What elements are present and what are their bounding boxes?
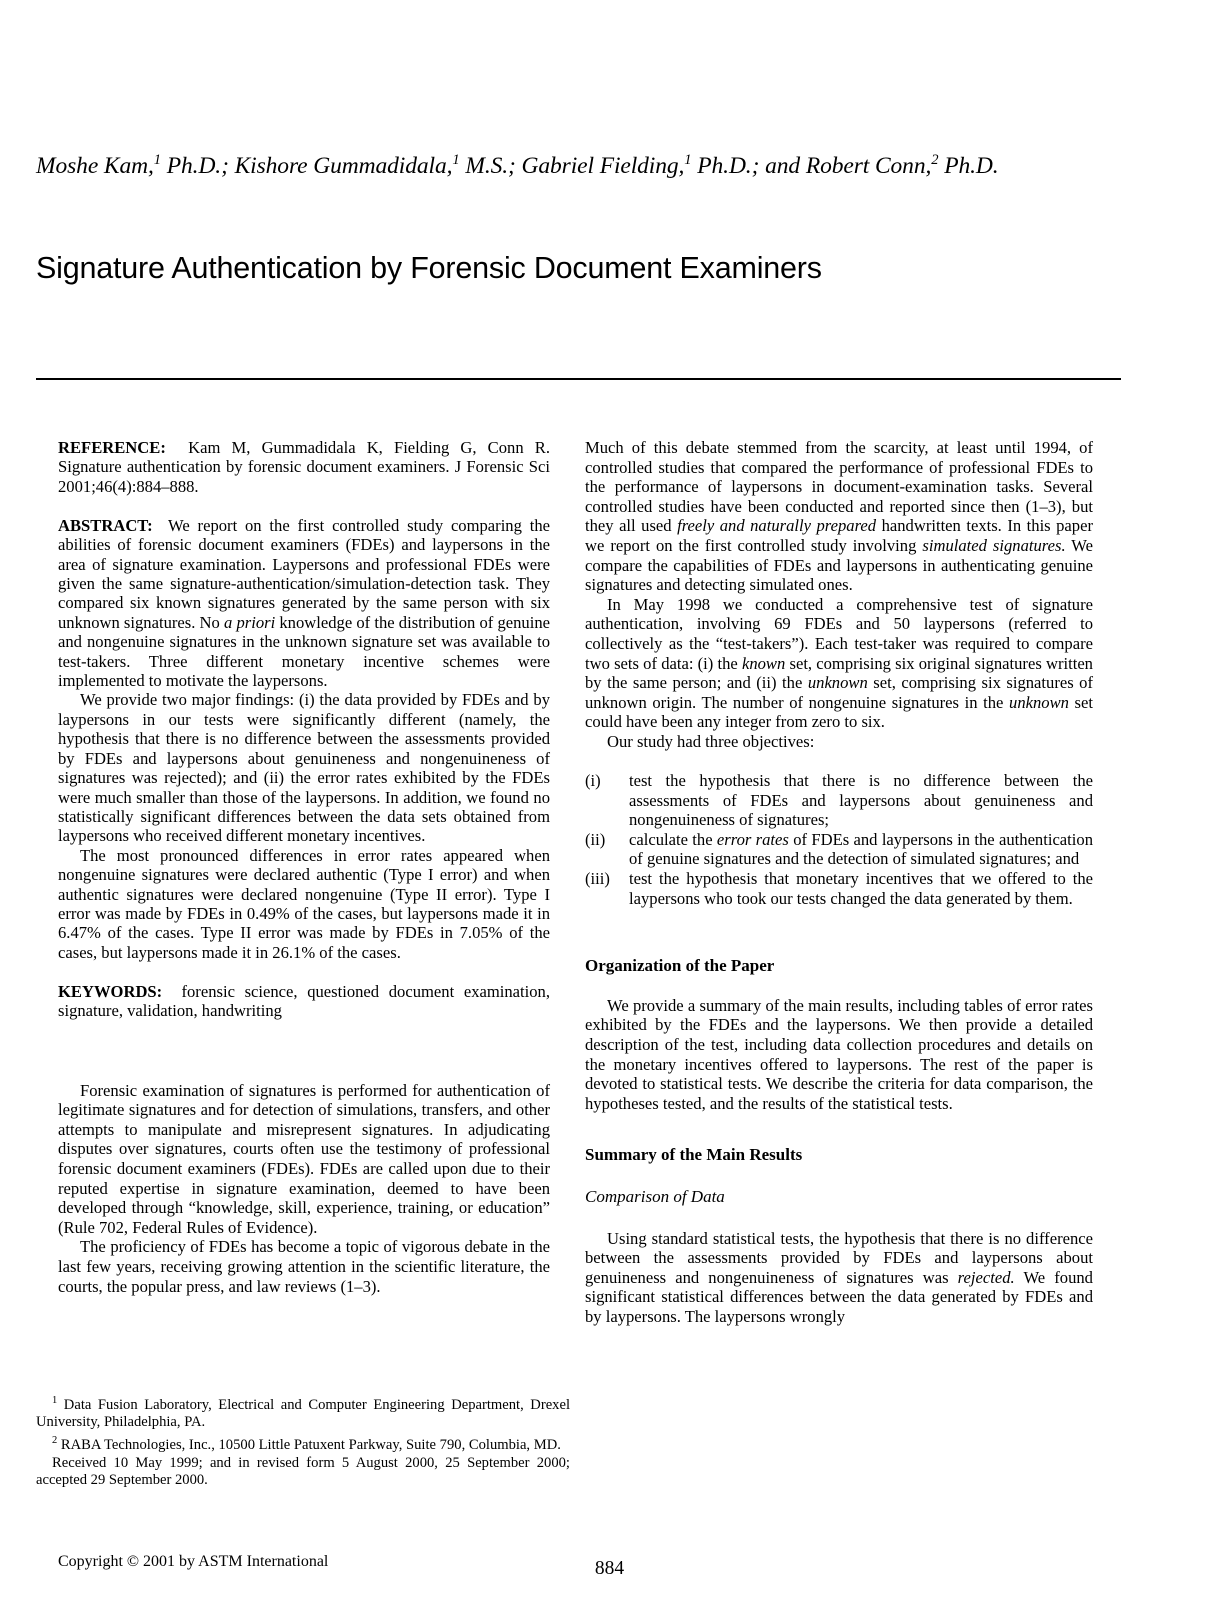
intro-p4-text-d: set could have been any integer from zero to six.: [585, 692, 1093, 732]
keywords-block: [58, 982, 550, 1021]
objective-marker-3: (iii): [585, 869, 610, 889]
intro-p4-italic-unknown-2: unknown: [1009, 692, 1069, 712]
right-column: [585, 438, 1093, 1327]
objectives-lead-in: Our study had three objectives:: [607, 731, 815, 751]
intro-p3-text-b: handwritten texts. In this paper we report on the first controlled study involving: [585, 516, 1093, 555]
author-3-degree: Ph.D.; and: [691, 152, 806, 179]
footnote-1: [36, 1392, 570, 1432]
copyright-notice: Copyright © 2001 by ASTM International: [58, 1553, 329, 1570]
section-heading-summary: Summary of the Main Results: [585, 1145, 803, 1165]
footnote-1-marker: 1: [52, 1395, 58, 1406]
intro-p4-text-b: set, comprising six original signatures written by the same person; and (ii) the: [585, 653, 1093, 693]
comparison-italic-rejected: rejected.: [957, 1267, 1015, 1287]
intro-p4-italic-known: known: [741, 653, 786, 673]
organization-paragraph-1: We provide a summary of the main results, including tables of error rates exhibited by the FDEs and the laypersons. We then provide a detailed description of the test, including data collection procedures and details on the monetary incentives offered to laypersons. The rest of the paper is devoted to statistical tests. We describe the criteria for data comparison, the hypotheses tested, and the results of the statistical tests.: [585, 995, 1093, 1113]
abstract-paragraph-2: We provide two major findings: (i) the data provided by FDEs and by laypersons in our tests were significantly different (namely, the hypothesis that there is no difference between the assessments provided by FDEs and laypersons about genuineness and nongenuineness of signatures was rejected); and (ii) the error rates exhibited by the FDEs were much smaller than those of the laypersons. In addition, we found no statistically significant differences between the data sets obtained from laypersons who received different monetary incentives.: [58, 690, 550, 846]
reference-block: [58, 438, 550, 496]
author-2-name: Kishore Gummadidala,: [234, 152, 453, 179]
footnotes-block: [36, 1392, 570, 1490]
left-column: [58, 438, 550, 1296]
comparison-text-a: Using standard statistical tests, the hypothesis that there is no difference between the assessments provided by FDEs and laypersons about genuineness and nongenuineness of signatures was: [585, 1228, 1093, 1287]
abstract-italic-a-priori: a priori: [224, 612, 276, 632]
objective-text-1: [629, 771, 1093, 830]
objective-item-3: [585, 869, 1093, 908]
comparison-paragraph-1: [585, 1229, 1093, 1327]
abstract-text-b: knowledge of the distribution of genuine and nongenuine signatures in the unknown signature set was available to test-takers. Three different monetary incentive schemes were implemented to motivate the laypersons.: [58, 612, 550, 691]
intro-p3-text-c: We compare the capabilities of FDEs and laypersons in authenticating genuine signatures and detecting simulated ones.: [585, 535, 1093, 595]
intro-p4-text-a: In May 1998 we conducted a comprehensive test of signature authentication, involving 69 FDEs and 50 laypersons (referred to collectively as the “test-takers”). Each test-taker was required to compare two sets of data: (i) the: [585, 594, 1093, 673]
objective-item-1: [585, 771, 1093, 830]
author-4-affiliation-marker: 2: [931, 152, 939, 168]
objective-text-3: [629, 869, 1093, 908]
footnote-2-text: RABA Technologies, Inc., 10500 Little Patuxent Parkway, Suite 790, Columbia, MD.: [57, 1436, 561, 1453]
objectives-list: [585, 771, 1093, 908]
keywords-text: forensic science, questioned document examination, signature, validation, handwriting: [58, 981, 550, 1021]
objective-3-text-a: test the hypothesis that monetary incentives that we offered to the laypersons who took our tests changed the data generated by them.: [629, 869, 1093, 908]
author-2-affiliation-marker: 1: [452, 152, 460, 168]
reference-label: REFERENCE:: [58, 438, 166, 457]
title-divider: [36, 378, 1121, 380]
abstract-label: ABSTRACT:: [58, 515, 153, 535]
objective-marker-1: (i): [585, 771, 601, 791]
objective-2-italic-error-rates: error rates: [716, 829, 789, 849]
objective-1-text-a: test the hypothesis that there is no difference between the assessments of FDEs and laypersons about genuineness and nongenuineness of signatures;: [629, 771, 1093, 830]
page-title: Signature Authentication by Forensic Document Examiners: [36, 251, 822, 286]
objective-item-2: [585, 830, 1093, 869]
intro-paragraph-1: Forensic examination of signatures is performed for authentication of legitimate signatures and for detection of simulations, transfers, and other attempts to manipulate and misrepresent signatures. In adjudicating disputes over signatures, courts often use the testimony of professional forensic document examiners (FDEs). FDEs are called upon due to their reputed expertise in signature examination, deemed to have been developed through “knowledge, skill, experience, training, or education” (Rule 702, Federal Rules of Evidence).: [58, 1080, 550, 1237]
intro-p3-italic-simulated-signatures: simulated signatures.: [922, 535, 1066, 555]
abstract-text-a: We report on the first controlled study comparing the abilities of forensic document examiners (FDEs) and laypersons in the area of signature examination. Laypersons and professional FDEs were given the same signature-authentication/simulation-detection task. They compared six known signatures generated by the same person with six unknown signatures. No: [58, 515, 550, 632]
intro-p3-italic-freely-prepared: freely and naturally prepared: [677, 516, 877, 536]
intro-p4-italic-unknown-1: unknown: [807, 673, 868, 693]
footnote-1-text: Data Fusion Laboratory, Electrical and Computer Engineering Department, Drexel University, Philadelphia, PA.: [36, 1396, 570, 1431]
authors-line: [36, 152, 1121, 180]
author-1-degree: Ph.D.;: [160, 152, 235, 179]
author-4-degree: Ph.D.: [938, 152, 999, 179]
objective-marker-2: (ii): [585, 829, 606, 849]
section-heading-organization: Organization of the Paper: [585, 956, 775, 976]
footnote-2-marker: 2: [52, 1435, 58, 1447]
objective-text-2: [629, 830, 1093, 869]
author-3-affiliation-marker: 1: [684, 152, 692, 168]
page-number: 884: [594, 1558, 625, 1579]
abstract-paragraph-3: The most pronounced differences in error rates appeared when nongenuine signatures were declared authentic (Type I error) and when authentic signatures were declared nongenuine (Type II error). Type I error was made by FDEs in 0.49% of the cases, but laypersons made it in 6.47% of the cases. Type II error was made by FDEs in 7.05% of the cases, but laypersons made it in 26.1% of the cases.: [58, 845, 550, 962]
intro-paragraph-4: [585, 595, 1093, 732]
objective-2-text-b: of FDEs and laypersons in the authentication of genuine signatures and the detection of simulated signatures; and: [629, 829, 1093, 869]
author-1-affiliation-marker: 1: [153, 152, 161, 168]
objective-2-text-a: calculate the: [629, 829, 717, 849]
intro-paragraph-2: The proficiency of FDEs has become a topic of vigorous debate in the last few years, receiving growing attention in the scientific literature, the courts, the popular press, and law reviews (1–3).: [58, 1237, 550, 1296]
footnote-3-received-dates: Received 10 May 1999; and in revised form 5 August 2000, 25 September 2000; accepted 29 September 2000.: [36, 1454, 570, 1489]
author-1-name: Moshe Kam,: [36, 152, 154, 179]
intro-p4-text-c: set, comprising six signatures of unknown origin. The number of nongenuine signatures in the: [585, 673, 1093, 712]
reference-text: Kam M, Gummadidala K, Fielding G, Conn R. Signature authentication by forensic document examiners. J Forensic Sci 2001;46(4):884–888.: [58, 438, 550, 496]
comparison-text-b: We found significant statistical differences between the data generated by FDEs and by laypersons. The laypersons wrongly: [585, 1267, 1093, 1326]
footnote-2: [36, 1432, 570, 1454]
intro-paragraph-3: [585, 438, 1093, 595]
author-3-name: Gabriel Fielding,: [521, 152, 685, 179]
author-2-degree: M.S.;: [459, 152, 522, 179]
author-4-name: Robert Conn,: [805, 152, 932, 179]
keywords-label: KEYWORDS:: [58, 981, 163, 1001]
intro-p3-text-a: Much of this debate stemmed from the scarcity, at least until 1994, of controlled studies that compared the performance of professional FDEs to the performance of laypersons in document-examination tasks. Several controlled studies have been conducted and reported since then (1–3), but they all used: [585, 438, 1093, 536]
subsection-heading-comparison: Comparison of Data: [585, 1187, 725, 1206]
abstract-paragraph-1: [58, 516, 550, 691]
